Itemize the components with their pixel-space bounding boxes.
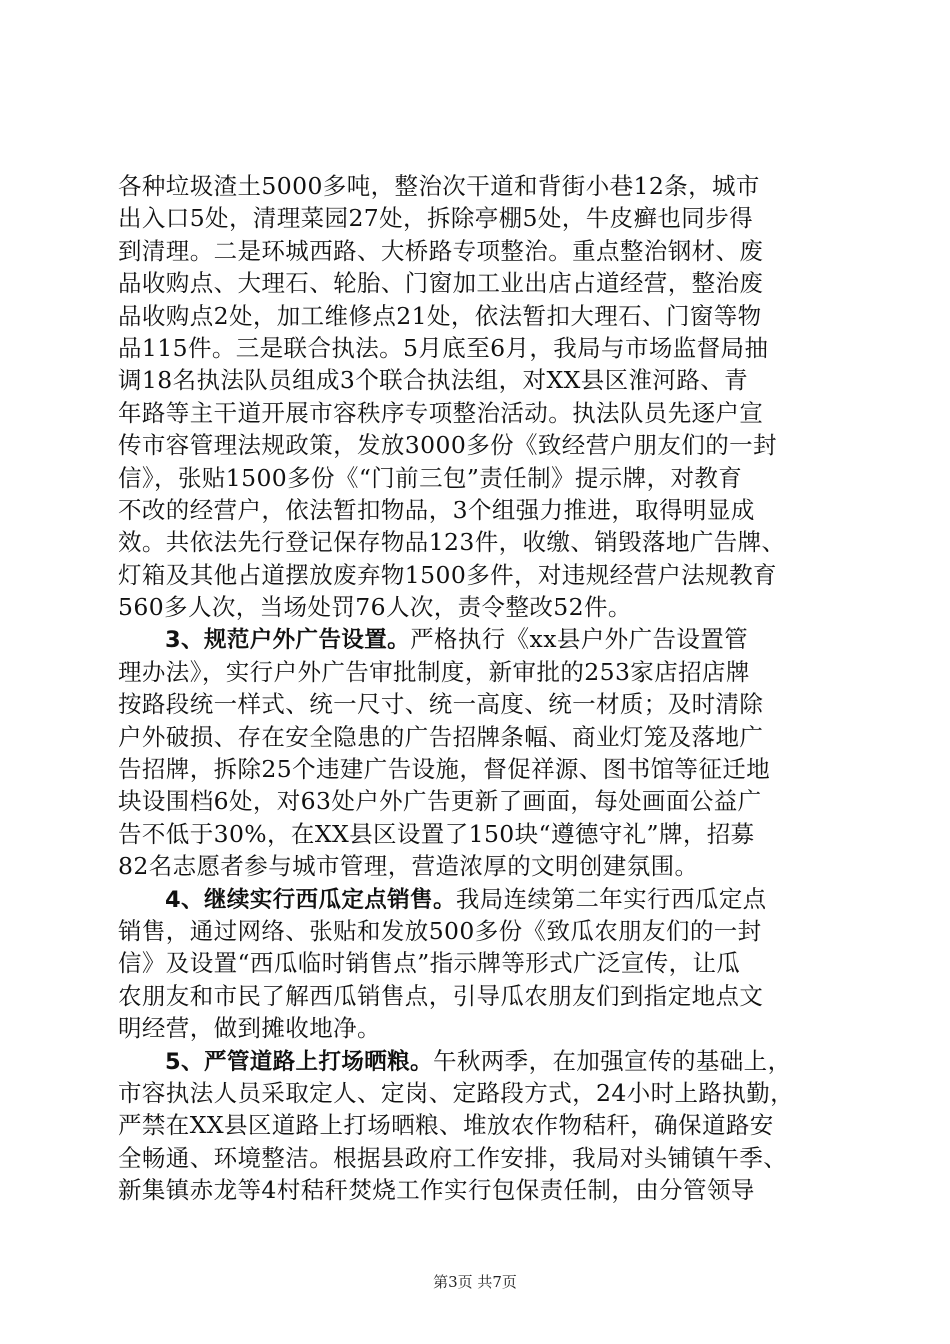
text-line xyxy=(118,785,836,817)
text-line xyxy=(118,850,836,882)
line-text: 严禁在XX县区道路上打场晒粮、堆放农作物秸秆，确保道路安 xyxy=(118,1111,774,1140)
text-line xyxy=(118,1077,836,1109)
text-line xyxy=(118,688,836,720)
line-text: 理办法》，实行户外广告审批制度，新审批的253家店招店牌 xyxy=(118,657,750,686)
line-text: 年路等主干道开展市容秩序专项整治活动。执法队员先逐户宣 xyxy=(118,398,764,427)
text-line xyxy=(118,1109,836,1141)
text-line xyxy=(118,300,836,332)
section-heading: 5、严管道路上打场晒粮。 xyxy=(165,1048,433,1075)
line-text: 到清理。二是环城西路、大桥路专项整治。重点整治钢材、废 xyxy=(118,236,764,265)
text-line xyxy=(118,753,836,785)
text-line xyxy=(118,1012,836,1044)
text-line xyxy=(118,526,836,558)
text-line xyxy=(118,332,836,364)
line-text: 销售，通过网络、张贴和发放500多份《致瓜农朋友们的一封 xyxy=(118,916,762,945)
line-text: 品收购点、大理石、轮胎、门窗加工业出店占道经营，整治废 xyxy=(118,269,764,298)
text-line xyxy=(118,915,836,947)
text-line xyxy=(118,623,836,655)
line-text: 信》及设置“西瓜临时销售点”指示牌等形式广泛宣传，让瓜 xyxy=(118,949,741,978)
text-line xyxy=(118,947,836,979)
text-line xyxy=(118,559,836,591)
text-line xyxy=(118,429,836,461)
line-text: 全畅通、环境整洁。根据县政府工作安排，我局对头铺镇午季、 xyxy=(118,1143,788,1172)
line-text: 午秋两季，在加强宣传的基础上， xyxy=(432,1046,792,1075)
line-text: 农朋友和市民了解西瓜销售点，引导瓜农朋友们到指定地点文 xyxy=(118,981,764,1010)
text-line xyxy=(118,883,836,915)
line-text: 各种垃圾渣土5000多吨，整治次干道和背街小巷12条，城市 xyxy=(118,172,760,200)
line-text: 不改的经营户，依法暂扣物品，3个组强力推进，取得明显成 xyxy=(118,495,755,524)
section-heading: 4、继续实行西瓜定点销售。 xyxy=(165,886,456,913)
line-text: 告招牌，拆除25个违建广告设施，督促祥源、图书馆等征迁地 xyxy=(118,755,771,784)
line-text: 效。共依法先行登记保存物品123件，收缴、销毁落地广告牌、 xyxy=(118,528,786,557)
text-line xyxy=(118,656,836,688)
line-text: 出入口5处，清理菜园27处，拆除亭棚5处，牛皮癣也同步得 xyxy=(118,204,754,233)
line-text: 告不低于30%，在XX县区设置了150块“遵德守礼”牌，招募 xyxy=(118,819,755,848)
body-text xyxy=(118,170,836,1207)
line-text: 块设围档6处，对63处户外广告更新了画面，每处画面公益广 xyxy=(118,787,762,816)
line-text: 户外破损、存在安全隐患的广告招牌条幅、商业灯笼及落地广 xyxy=(118,722,764,751)
text-line xyxy=(118,980,836,1012)
text-line xyxy=(118,1142,836,1174)
text-line xyxy=(118,397,836,429)
text-line xyxy=(118,494,836,526)
text-line xyxy=(118,818,836,850)
line-text: 严格执行《xx县户外广告设置管 xyxy=(410,625,749,654)
line-text: 灯箱及其他占道摆放废弃物1500多件，对违规经营户法规教育 xyxy=(118,560,777,589)
line-text: 新集镇赤龙等4村秸秆焚烧工作实行包保责任制，由分管领导 xyxy=(118,1176,755,1205)
line-text: 市容执法人员采取定人、定岗、定路段方式，24小时上路执勤， xyxy=(118,1078,795,1107)
page-footer: 第3页 共7页 xyxy=(433,1273,517,1291)
line-text: 82名志愿者参与城市管理，营造浓厚的文明创建氛围。 xyxy=(118,852,699,881)
text-line xyxy=(118,721,836,753)
line-text: 品115件。三是联合执法。5月底至6月，我局与市场监督局抽 xyxy=(118,333,769,362)
text-line xyxy=(118,170,836,202)
line-text: 按路段统一样式、统一尺寸、统一高度、统一材质；及时清除 xyxy=(118,690,764,719)
text-line xyxy=(118,591,836,623)
section-heading: 3、规范户外广告设置。 xyxy=(165,627,411,654)
line-text: 品收购点2处，加工维修点21处，依法暂扣大理石、门窗等物 xyxy=(118,301,762,330)
line-text: 560多人次，当场处罚76人次，责令整改52件。 xyxy=(118,593,632,622)
text-line xyxy=(118,267,836,299)
text-line xyxy=(118,462,836,494)
line-text: 信》，张贴1500多份《“门前三包”责任制》提示牌，对教育 xyxy=(118,463,743,492)
line-text: 我局连续第二年实行西瓜定点 xyxy=(455,884,767,913)
line-text: 传市容管理法规政策，发放3000多份《致经营户朋友们的一封 xyxy=(118,431,777,460)
text-line xyxy=(118,1174,836,1206)
text-line xyxy=(118,1045,836,1077)
text-line xyxy=(118,364,836,396)
text-line xyxy=(118,235,836,267)
line-text: 调18名执法队员组成3个联合执法组，对XX县区淮河路、青 xyxy=(118,366,749,395)
line-text: 明经营，做到摊收地净。 xyxy=(118,1014,381,1043)
text-line xyxy=(118,202,836,234)
